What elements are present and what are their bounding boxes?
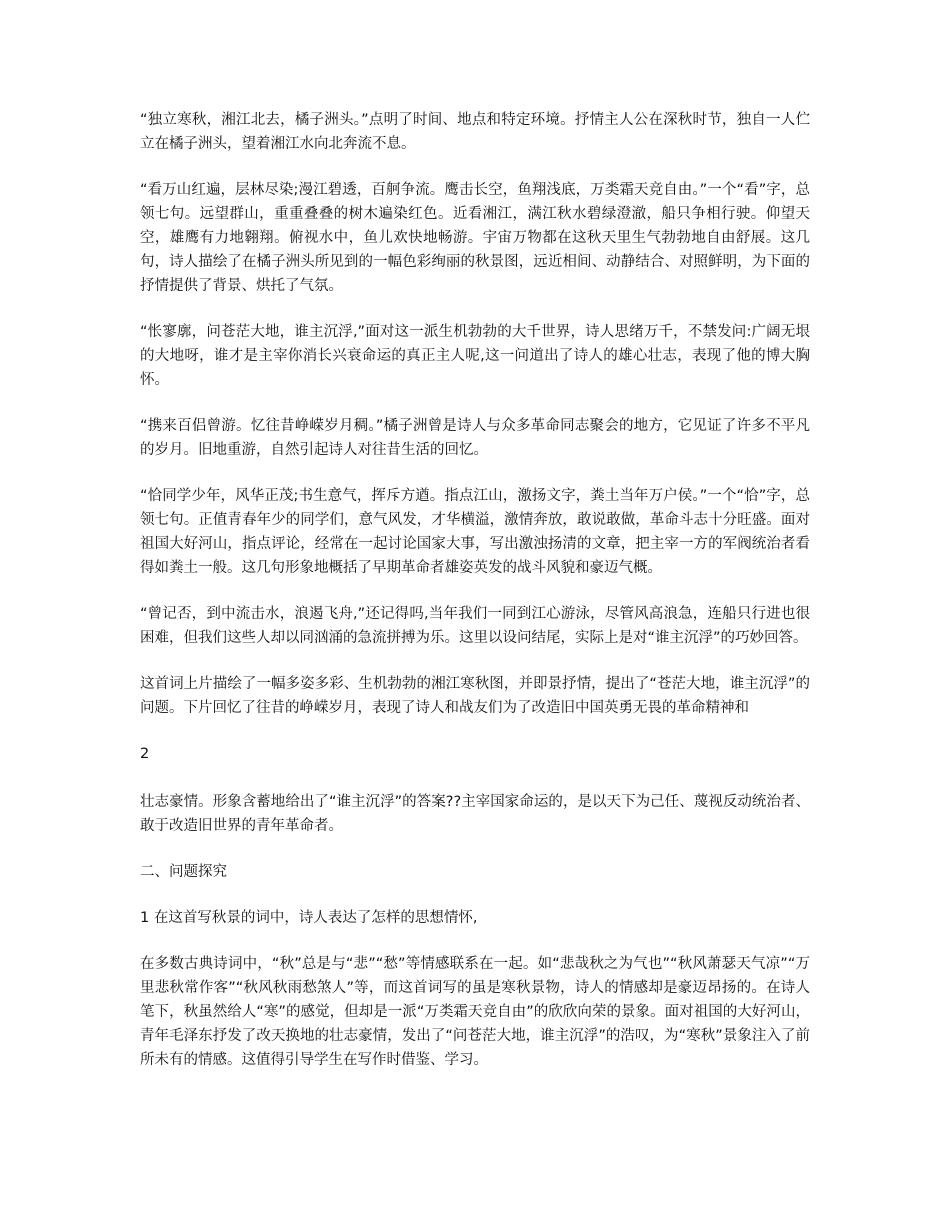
- answer-text: 在多数古典诗词中，“秋”总是与“悲”“愁”等情感联系在一起。如“悲哉秋之为气也”“秋风萧瑟天气凉”“万里悲秋常作客”“秋风秋雨愁煞人”等，而这首词写的虽是寒秋景物，诗人的情感却是豪迈昂扬的。在诗人笔下，秋虽然给人“寒”的感觉，但却是一派“万类霜天竞自由”的欣欣向荣的景象。面对祖国的大好河山，青年毛泽东抒发了改天换地的壮志豪情，发出了“问苍茫大地，谁主沉浮”的浩叹，为“寒秋”景象注入了前所未有的情感。这值得引导学生在写作时借鉴、学习。: [140, 956, 810, 1068]
- paragraph-3: “怅寥廓，问苍茫大地，谁主沉浮,”面对这一派生机勃勃的大千世界，诗人思绪万千，不禁发问:广阔无垠的大地呀，谁才是主宰你消长兴衰命运的真正主人呢,这一问道出了诗人的雄心壮志，表现了他的博大胸怀。: [140, 324, 810, 388]
- paragraph-5: “恰同学少年，风华正茂;书生意气，挥斥方遒。指点江山，激扬文字，粪土当年万户侯。”一个“恰”字，总领七句。正值青春年少的同学们，意气风发，才华横溢，激情奔放，敢说敢做，革命斗志十分旺盛。面对祖国大好河山，指点评论，经常在一起讨论国家大事，写出激浊扬清的文章，把主宰一方的军阀统治者看得如粪土一般。这几句形象地概括了早期革命者雄姿英发的战斗风貌和豪迈气概。: [140, 488, 810, 576]
- paragraph-6: “曾记否，到中流击水，浪遏飞舟,”还记得吗,当年我们一同到江心游泳，尽管风高浪急，连船只行进也很困难，但我们这些人却以同汹涌的急流拼搏为乐。这里以设问结尾，实际上是对“谁主沉浮”的巧妙回答。: [140, 606, 810, 646]
- question-text: 1 在这首写秋景的词中，诗人表达了怎样的思想情怀,: [140, 910, 478, 926]
- section-heading: 二、问题探究: [140, 864, 227, 880]
- paragraph-1: “独立寒秋，湘江北去，橘子洲头。”点明了时间、地点和特定环境。抒情主人公在深秋时节，独自一人伫立在橘子洲头，望着湘江水向北奔流不息。: [140, 112, 810, 152]
- page-number: 2: [140, 746, 150, 762]
- paragraph-4: “携来百侣曾游。忆往昔峥嵘岁月稠。”橘子洲曾是诗人与众多革命同志聚会的地方，它见证了许多不平凡的岁月。旧地重游，自然引起诗人对往昔生活的回忆。: [140, 418, 810, 458]
- document-body: [140, 108, 810, 1094]
- paragraph-8: 壮志豪情。形象含蓄地给出了“谁主沉浮”的答案??主宰国家命运的，是以天下为己任、蔑视反动统治者、敢于改造旧世界的青年革命者。: [140, 794, 810, 834]
- paragraph-7: 这首词上片描绘了一幅多姿多彩、生机勃勃的湘江寒秋图，并即景抒情，提出了“苍茫大地，谁主沉浮”的问题。下片回忆了往昔的峥嵘岁月，表现了诗人和战友们为了改造旧中国英勇无畏的革命精神和: [140, 676, 810, 716]
- paragraph-2: “看万山红遍，层林尽染;漫江碧透，百舸争流。鹰击长空，鱼翔浅底，万类霜天竞自由。”一个“看”字，总领七句。远望群山，重重叠叠的树木遍染红色。近看湘江，满江秋水碧绿澄澈，船只争相行驶。仰望天空，雄鹰有力地翱翔。俯视水中，鱼儿欢快地畅游。宇宙万物都在这秋天里生气勃勃地自由舒展。这几句，诗人描绘了在橘子洲头所见到的一幅色彩绚丽的秋景图，远近相间、动静结合、对照鲜明，为下面的抒情提供了背景、烘托了气氛。: [140, 182, 810, 294]
